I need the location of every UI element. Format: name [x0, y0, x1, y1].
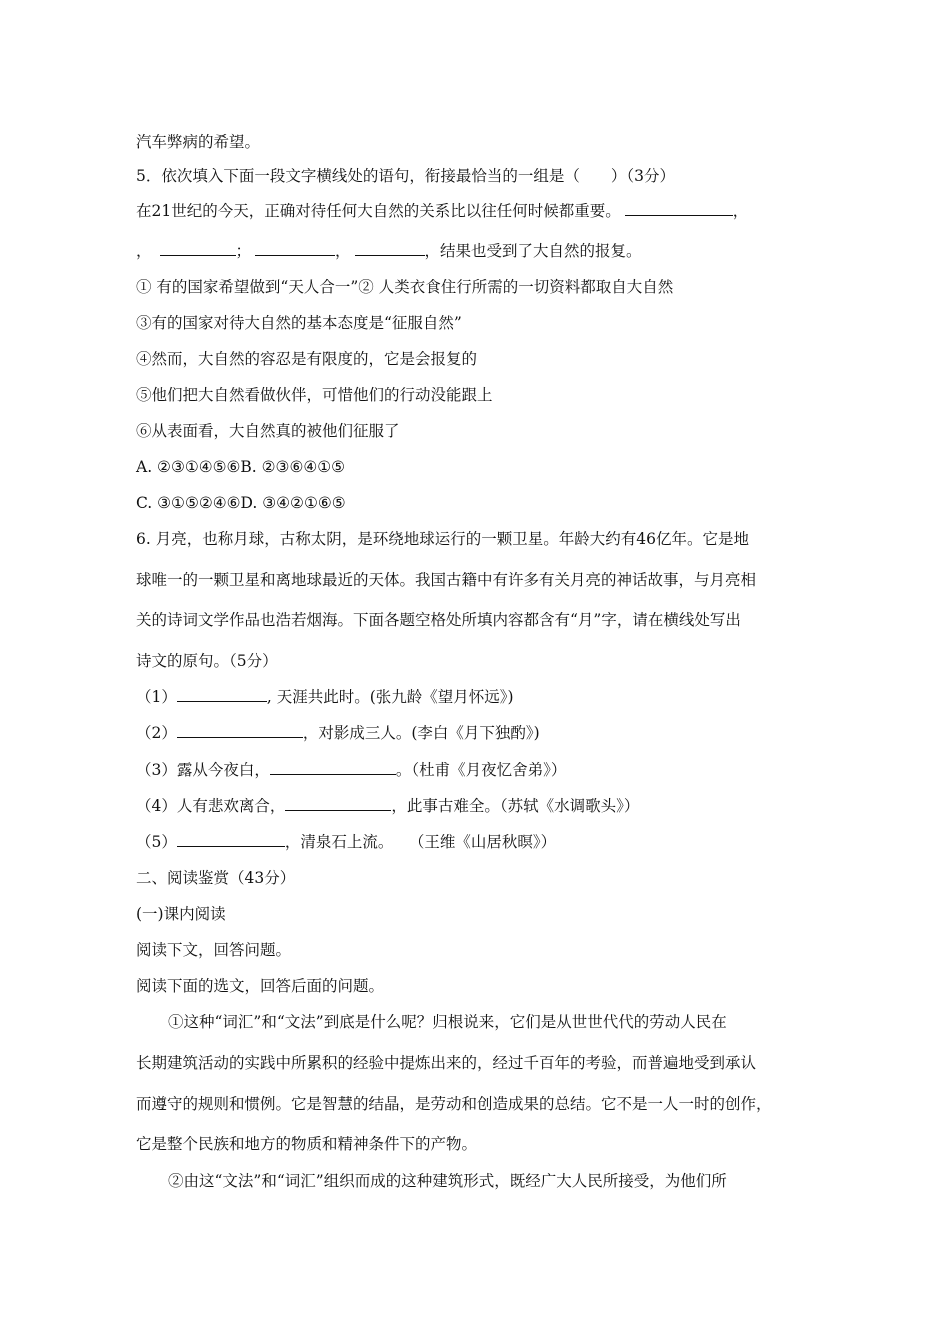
option-line: ⑤他们把大自然看做伙伴，可惜他们的行动没能跟上	[136, 386, 493, 404]
poem-item-3	[136, 760, 566, 780]
question-5-title: 5．依次填入下面一段文字横线处的语句，衔接最恰当的一组是（ ）（3分）	[136, 167, 675, 185]
item-number: （5）	[136, 833, 177, 851]
text-line: 汽车弊病的希望。	[136, 133, 261, 151]
answer-blank	[177, 723, 303, 738]
paragraph-line: 长期建筑活动的实践中所累积的经验中提炼出来的，经过千百年的考验，而普遍地受到承认	[136, 1054, 757, 1072]
option-line: ③有的国家对待大自然的基本态度是“征服自然”	[136, 314, 462, 332]
answer-blank	[177, 832, 285, 847]
question-5-stem	[136, 201, 748, 221]
stem-punct: ；	[235, 242, 252, 260]
poem-text: ，清泉石上流。 （王维《山居秋暝》）	[284, 833, 557, 851]
poem-item-5	[136, 832, 556, 852]
item-number: （4）人有悲欢离合，	[136, 797, 286, 815]
question-5-stem-2	[136, 241, 642, 261]
question-6-text: 关的诗词文学作品也浩若烟海。下面各题空格处所填内容都含有“月”字，请在横线处写出	[136, 611, 741, 629]
choice-line: C. ③①⑤②④⑥D. ③④②①⑥⑤	[136, 494, 346, 512]
poem-text: ，此事古难全。（苏轼《水调歌头》）	[391, 797, 640, 815]
poem-text: 。（杜甫《月夜忆舍弟》）	[395, 761, 567, 779]
stem-punct: ，	[732, 202, 749, 220]
item-number: （2）	[136, 724, 177, 742]
paragraph-line: ①这种“词汇”和“文法”到底是什么呢？归根说来，它们是从世世代代的劳动人民在	[168, 1013, 727, 1031]
question-6-text: 6. 月亮，也称月球，古称太阴，是环绕地球运行的一颗卫星。年龄大约有46亿年。它是地	[136, 530, 749, 548]
paragraph-line: 它是整个民族和地方的物质和精神条件下的产物。	[136, 1135, 478, 1153]
subsection-heading: (一)课内阅读	[136, 905, 226, 923]
answer-blank	[355, 241, 425, 256]
paragraph-line: ②由这“文法”和“词汇”组织而成的这种建筑形式，既经广大人民所接受，为他们所	[168, 1172, 727, 1190]
answer-blank	[177, 687, 267, 702]
item-number: （3）露从今夜白，	[136, 761, 270, 779]
answer-blank	[285, 796, 391, 811]
answer-blank	[625, 201, 733, 216]
stem-text: 在21世纪的今天，正确对待任何大自然的关系比以往任何时候都重要。	[136, 202, 621, 220]
answer-blank	[160, 241, 236, 256]
answer-blank	[255, 241, 335, 256]
option-line: ④然而，大自然的容忍是有限度的，它是会报复的	[136, 350, 478, 368]
stem-text: ，结果也受到了大自然的报复。	[424, 242, 642, 260]
section-heading: 二、阅读鉴赏（43分）	[136, 869, 296, 887]
option-line: ① 有的国家希望做到“天人合一”② 人类衣食住行所需的一切资料都取自大自然	[136, 278, 674, 296]
question-6-text: 球唯一的一颗卫星和离地球最近的天体。我国古籍中有许多有关月亮的神话故事，与月亮相	[136, 571, 757, 589]
poem-item-4	[136, 796, 639, 816]
poem-text: , 天涯共此时。(张九龄《望月怀远》)	[266, 688, 514, 706]
poem-item-2	[136, 723, 540, 743]
stem-punct: ，	[335, 242, 351, 260]
instruction-text: 阅读下面的选文，回答后面的问题。	[136, 977, 385, 995]
item-number: （1）	[136, 688, 177, 706]
instruction-text: 阅读下文，回答问题。	[136, 941, 292, 959]
paragraph-line: 而遵守的规则和惯例。它是智慧的结晶，是劳动和创造成果的总结。它不是一人一时的创作，	[136, 1095, 772, 1113]
question-6-text: 诗文的原句。（5分）	[136, 652, 278, 670]
answer-blank	[270, 760, 396, 775]
poem-text: ，对影成三人。(李白《月下独酌》)	[302, 724, 540, 742]
choice-line: A. ②③①④⑤⑥B. ②③⑥④①⑤	[136, 458, 346, 476]
stem-punct: ，	[136, 242, 152, 260]
poem-item-1	[136, 687, 514, 707]
option-line: ⑥从表面看，大自然真的被他们征服了	[136, 422, 400, 440]
